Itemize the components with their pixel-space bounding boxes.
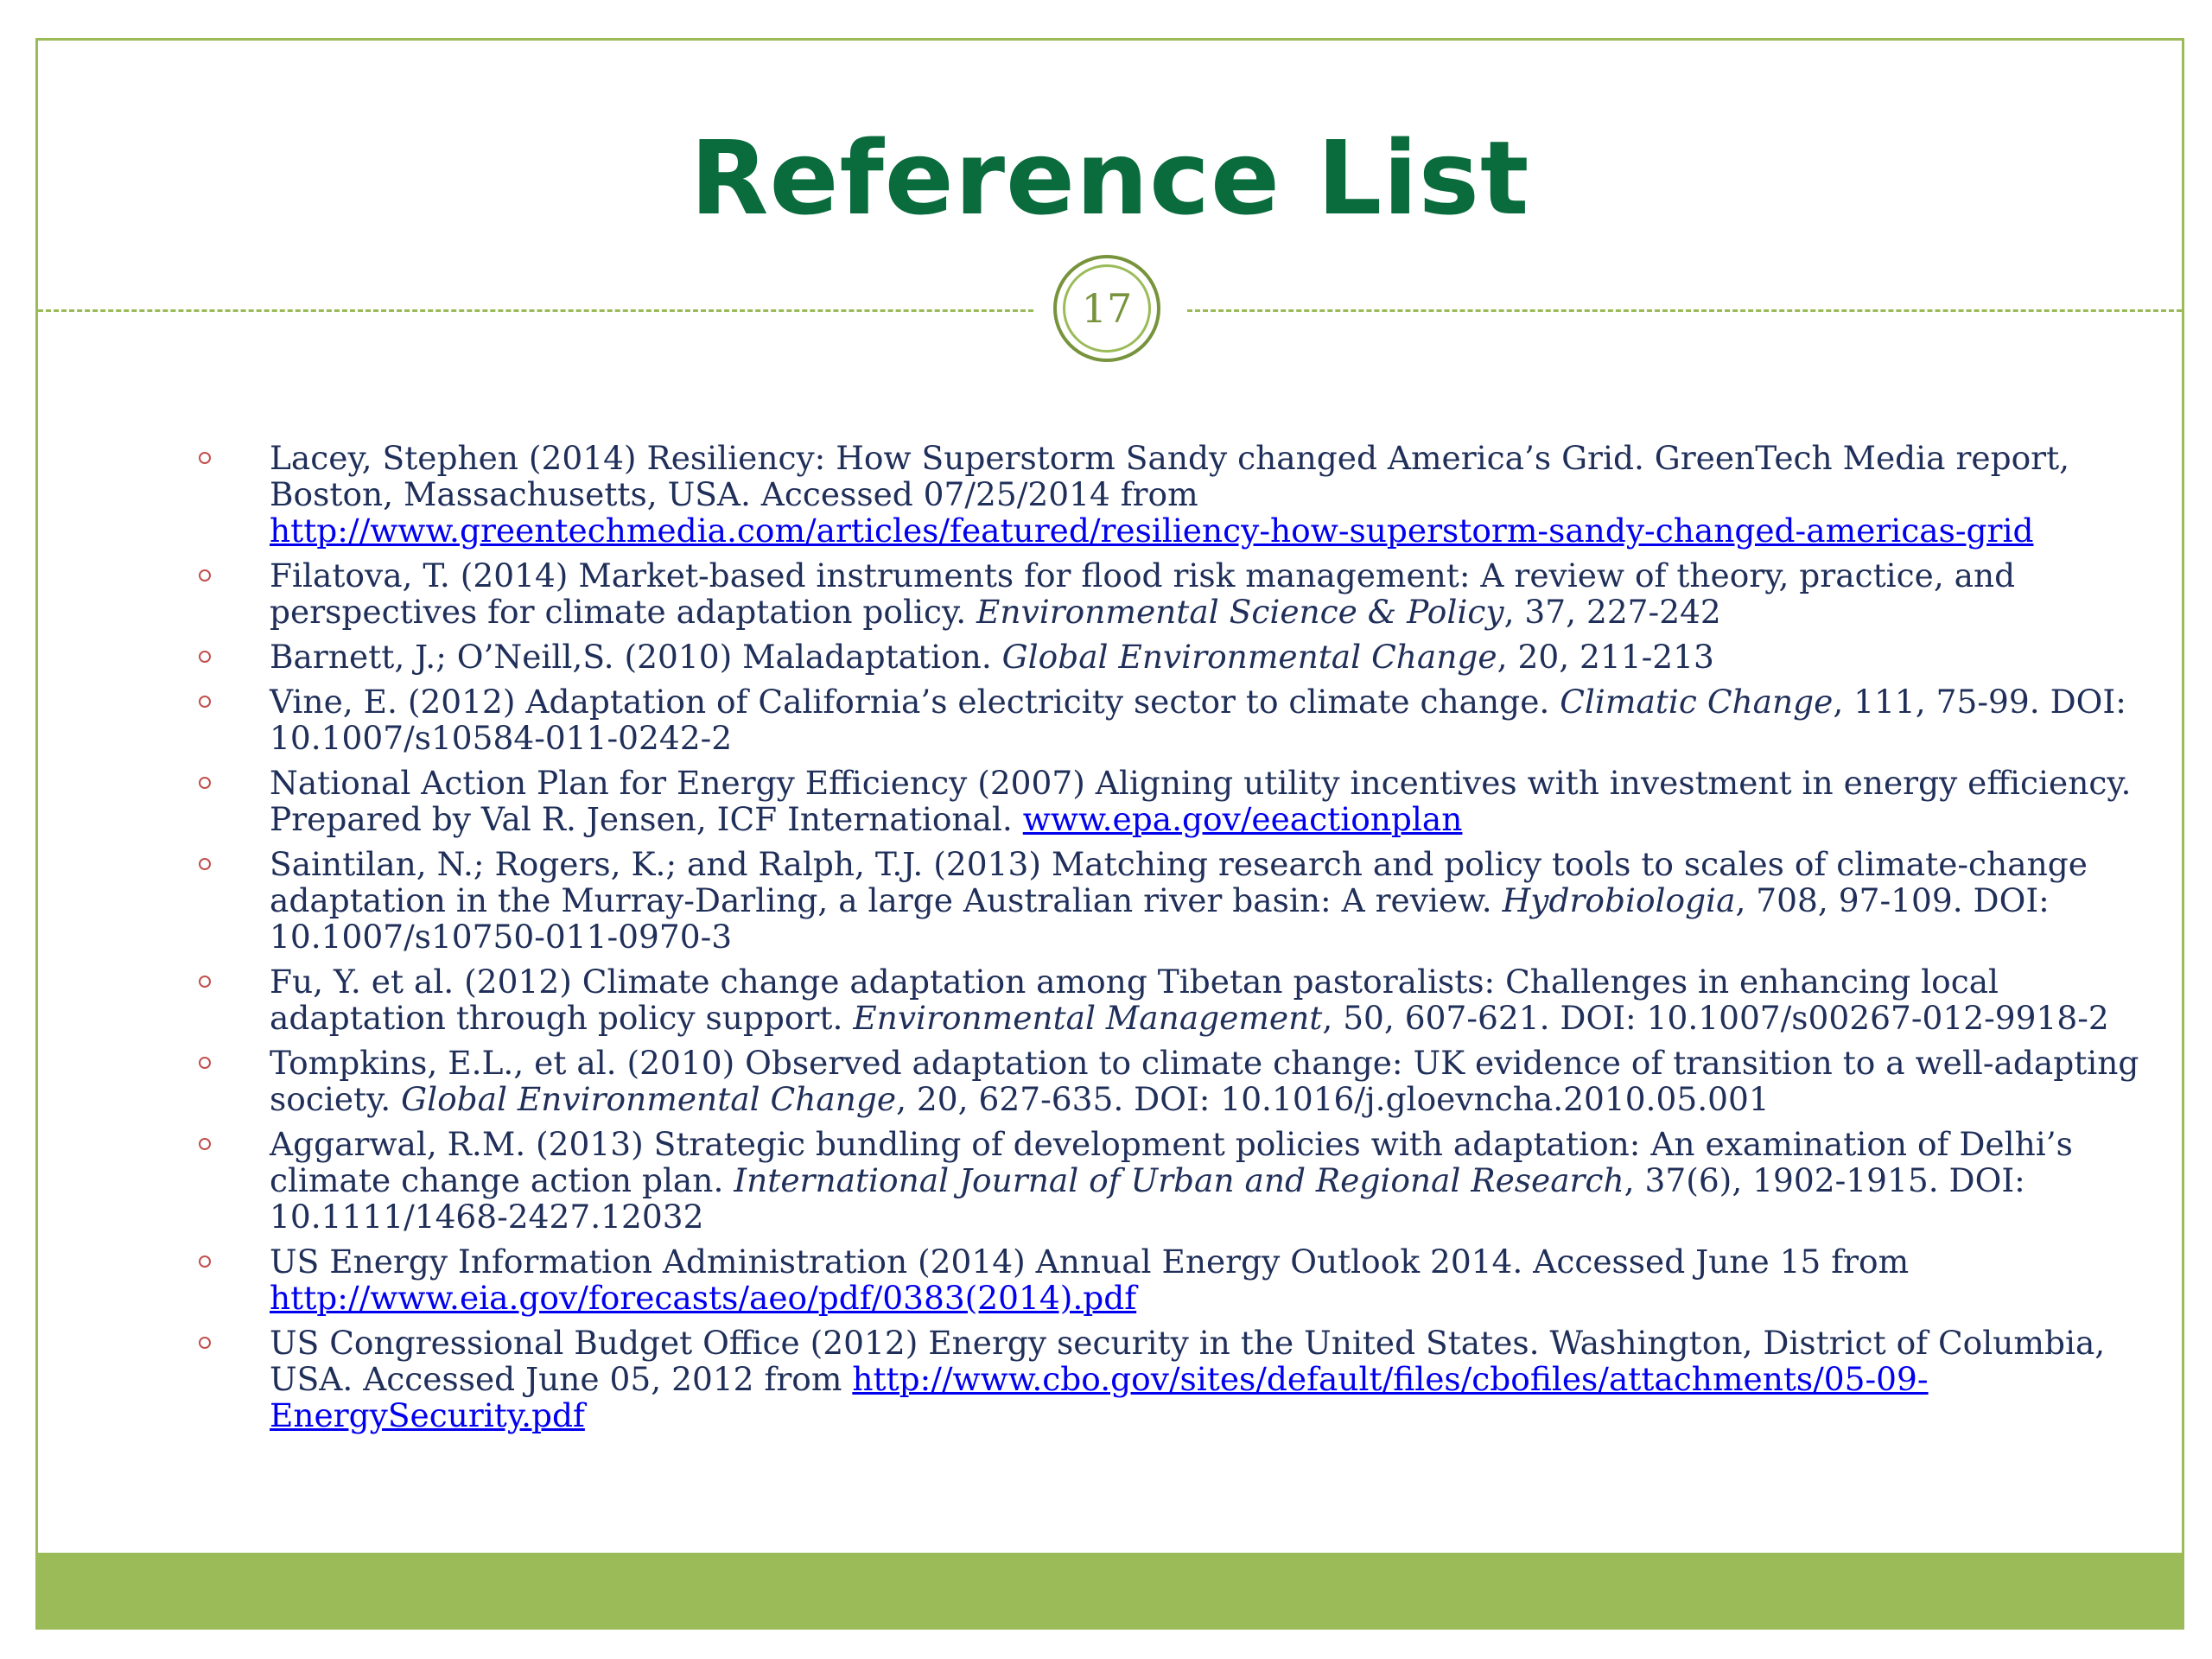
reference-tail: , 20, 211-213 (1497, 638, 1714, 676)
reference-item (270, 683, 2179, 756)
title-divider-left (38, 309, 1033, 312)
circle-bullet-icon (199, 858, 211, 870)
reference-text: Vine, E. (2012) Adaptation of California’s electricity sector to climate change. (270, 683, 1560, 721)
journal-title: Climatic Change (1560, 683, 1834, 721)
reference-link[interactable]: http://www.eia.gov/forecasts/aeo/pdf/0383(2014).pdf (270, 1279, 1137, 1317)
reference-text: US Congressional Budget Office (2012) Energy security in the United States. Washington, District of Columbia, USA. Accessed June 05, 2012 from (270, 1324, 2106, 1398)
journal-title: Hydrobiologia (1502, 881, 1736, 919)
reference-item (270, 1045, 2179, 1117)
journal-title: Global Environmental Change (401, 1080, 897, 1118)
title-divider-right (1187, 309, 2182, 312)
reference-item (270, 440, 2179, 549)
reference-link[interactable]: www.epa.gov/eeactionplan (1022, 800, 1463, 838)
circle-bullet-icon (199, 452, 211, 464)
reference-item (270, 765, 2179, 837)
page-number-badge (1053, 255, 1160, 362)
circle-bullet-icon (199, 696, 211, 708)
reference-item (270, 1243, 2179, 1316)
reference-item (270, 557, 2179, 630)
circle-bullet-icon (199, 1337, 211, 1349)
reference-tail: , 37, 227-242 (1503, 593, 1721, 631)
reference-item (270, 1126, 2179, 1235)
circle-bullet-icon (199, 976, 211, 988)
reference-text: Barnett, J.; O’Neill,S. (2010) Maladaptation. (270, 638, 1002, 676)
reference-tail: , 111, 75-99. DOI: 10.1007/s10584-011-0242-2 (270, 683, 2126, 757)
reference-text: Aggarwal, R.M. (2013) Strategic bundling of development policies with adaptation: An examination of Delhi’s climate change action plan. (270, 1125, 2073, 1199)
reference-text: Fu, Y. et al. (2012) Climate change adaptation among Tibetan pastoralists: Challenges in enhancing local adaptation through policy support. (270, 963, 1999, 1037)
reference-tail: , 37(6), 1902-1915. DOI: 10.1111/1468-2427.12032 (270, 1161, 2025, 1236)
circle-bullet-icon (199, 1057, 211, 1069)
circle-bullet-icon (199, 651, 211, 663)
reference-text: Saintilan, N.; Rogers, K.; and Ralph, T.J. (2013) Matching research and policy tools to scales of climate-change adaptation in the Murray-Darling, a large Australian river basin: A review. (270, 845, 2088, 919)
journal-title: Environmental Management (853, 999, 1323, 1037)
reference-tail: , 50, 607-621. DOI: 10.1007/s00267-012-9918-2 (1322, 999, 2109, 1037)
page-number: 17 (1063, 264, 1151, 353)
reference-text: US Energy Information Administration (2014) Annual Energy Outlook 2014. Accessed June 15 from (270, 1243, 1910, 1281)
journal-title: Global Environmental Change (1001, 638, 1497, 676)
reference-link[interactable]: http://www.greentechmedia.com/articles/featured/resiliency-how-superstorm-sandy-changed-americas-grid (270, 512, 2034, 550)
journal-title: Environmental Science & Policy (976, 593, 1504, 631)
footer-bar (35, 1553, 2184, 1630)
reference-tail: , 20, 627-635. DOI: 10.1016/j.gloevncha.2010.05.001 (896, 1080, 1770, 1118)
reference-item (270, 846, 2179, 955)
reference-item (270, 963, 2179, 1036)
reference-tail: , 708, 97-109. DOI: 10.1007/s10750-011-0970-3 (270, 881, 2050, 956)
reference-text: National Action Plan for Energy Efficiency (2007) Aligning utility incentives with investment in energy efficiency. Prepared by Val R. Jensen, ICF International. (270, 764, 2132, 838)
reference-text: Lacey, Stephen (2014) Resiliency: How Superstorm Sandy changed America’s Grid. GreenTech Media report, Boston, Massachusetts, USA. Accessed 07/25/2014 from (270, 439, 2070, 513)
slide (35, 38, 2184, 1630)
reference-link[interactable]: http://www.cbo.gov/sites/default/files/cbofiles/attachments/05-09-EnergySecurity.pdf (270, 1360, 1929, 1434)
circle-bullet-icon (199, 569, 211, 582)
circle-bullet-icon (199, 777, 211, 789)
reference-item (270, 1325, 2179, 1433)
slide-title: Reference List (690, 118, 1530, 238)
circle-bullet-icon (199, 1138, 211, 1150)
reference-text: Tompkins, E.L., et al. (2010) Observed adaptation to climate change: UK evidence of transition to a well-adapting society. (270, 1044, 2139, 1118)
journal-title: International Journal of Urban and Regional Research (734, 1161, 1624, 1199)
reference-item (270, 639, 2179, 675)
circle-bullet-icon (199, 1255, 211, 1268)
reference-text: Filatova, T. (2014) Market-based instruments for flood risk management: A review of theory, practice, and perspectives for climate adaptation policy. (270, 556, 2016, 631)
reference-list (270, 440, 2179, 1442)
